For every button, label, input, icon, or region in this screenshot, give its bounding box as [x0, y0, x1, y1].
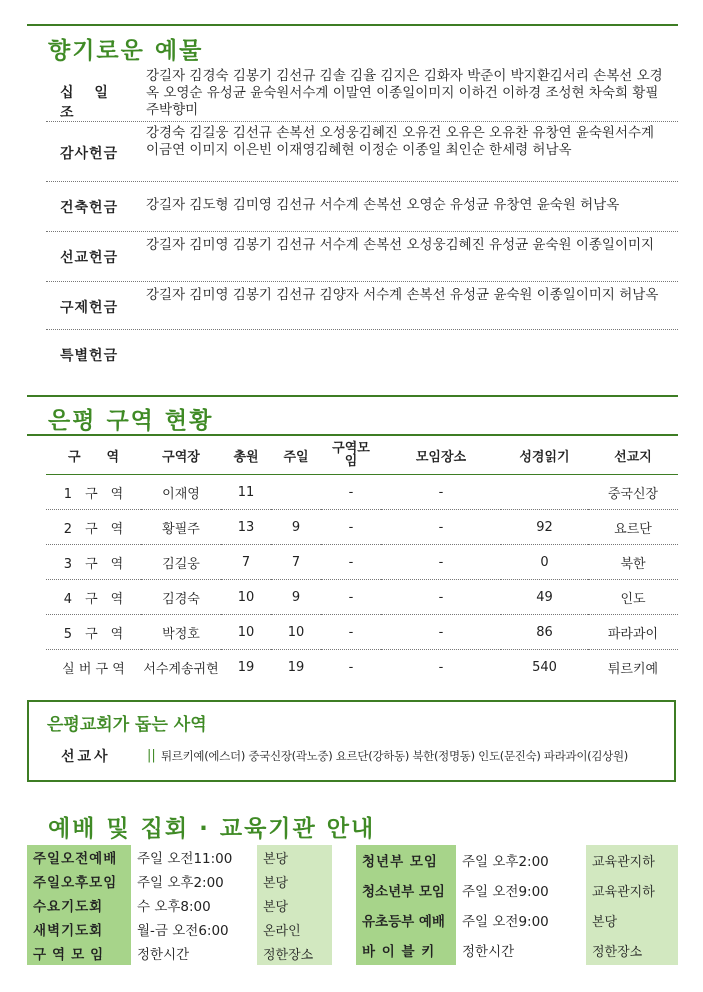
cell: 2 구 역 [46, 510, 141, 545]
cell: 5 구 역 [46, 615, 141, 650]
cell: 10 [221, 580, 271, 615]
mission-title: 은평교회가 돕는 사역 [47, 715, 207, 735]
cell: - [381, 580, 501, 615]
cell: 7 [271, 545, 321, 580]
cell: 4 구 역 [46, 580, 141, 615]
service-time: 월-금 오전6:00 [131, 917, 257, 941]
service-name: 수요기도회 [27, 893, 131, 917]
cell: 10 [221, 615, 271, 650]
service-place: 교육관지하 [586, 875, 678, 905]
service-place: 교육관지하 [586, 845, 678, 875]
service-time: 수 오후8:00 [131, 893, 257, 917]
schedule-row [356, 935, 678, 965]
cell: 9 [271, 510, 321, 545]
top-rule [27, 24, 678, 26]
cell: 86 [501, 615, 588, 650]
offering-row [46, 66, 678, 122]
cell: 3 구 역 [46, 545, 141, 580]
schedule-row [27, 941, 332, 965]
table-row [46, 580, 678, 615]
cell: 황필주 [141, 510, 221, 545]
cell: 요르단 [588, 510, 678, 545]
service-name: 주일오후모임 [27, 869, 131, 893]
service-time: 주일 오후2:00 [131, 869, 257, 893]
schedule-row [356, 845, 678, 875]
cell: - [321, 615, 381, 650]
service-name: 새벽기도회 [27, 917, 131, 941]
offering-names: 강경숙 김길웅 김선규 손복선 오성웅김혜진 오유건 오유은 오유찬 유창연 윤숙원서수계 이금연 이미지 이은빈 이재영김혜현 이정순 이종일 최인순 한세령 허남옥 [146, 125, 655, 158]
offering-label: 특별헌금 [60, 348, 119, 364]
schedule-row [27, 845, 332, 869]
offering-row [46, 231, 678, 282]
offering-row [46, 329, 678, 375]
cell: 10 [271, 615, 321, 650]
mission-box [27, 700, 676, 782]
schedule-row [356, 875, 678, 905]
cell: 9 [271, 580, 321, 615]
col-header: 구역장 [141, 436, 221, 475]
col-header: 성경읽기 [501, 436, 588, 475]
cell [501, 475, 588, 510]
offering-label: 건축헌금 [60, 200, 119, 216]
cell: 박정호 [141, 615, 221, 650]
schedule-right [356, 845, 678, 965]
cell: 19 [237, 659, 255, 675]
col-header: 선교지 [588, 436, 678, 475]
cell: 북한 [588, 545, 678, 580]
service-time: 주일 오전9:00 [456, 875, 586, 905]
service-place: 본당 [257, 845, 332, 869]
cell: - [321, 545, 381, 580]
district-header-row [46, 436, 678, 475]
cell: - [381, 615, 501, 650]
table-row [46, 650, 678, 685]
mission-text: 튀르키예(에스더) 중국신장(곽노중) 요르단(강하동) 북한(정명동) 인도(문진숙) 파라과이(김상원) [161, 749, 628, 763]
service-place: 정한장소 [586, 935, 678, 965]
cell: 중국신장 [588, 475, 678, 510]
service-time: 주일 오후2:00 [456, 845, 586, 875]
cell: 1 구 역 [46, 475, 141, 510]
service-time: 정한시간 [456, 935, 586, 965]
districts-title: 은평 구역 현황 [48, 408, 214, 434]
offering-row [46, 281, 678, 330]
service-name: 주일오전예배 [27, 845, 131, 869]
col-header: 모임장소 [381, 436, 501, 475]
cell: - [381, 510, 501, 545]
service-time: 정한시간 [131, 941, 257, 965]
offering-label: 구제헌금 [60, 300, 119, 316]
offering-names: 강길자 김경숙 김봉기 김선규 김솔 김율 김지은 김화자 박준이 박지환김서리 손복선 오경옥 오영순 유성균 윤숙원서수계 이말연 이종일이미지 이하건 이하경 조성현 차숙희 황필주박향미 [146, 68, 663, 118]
cell: 0 [501, 545, 588, 580]
service-place: 본당 [586, 905, 678, 935]
cell: 인도 [588, 580, 678, 615]
cell: 540 [532, 659, 557, 675]
cell: - [321, 580, 381, 615]
offering-row [46, 181, 678, 232]
schedule-row [356, 905, 678, 935]
table-row [46, 615, 678, 650]
cell: - [381, 475, 501, 510]
service-place: 본당 [257, 869, 332, 893]
service-name: 바 이 블 키 [356, 935, 456, 965]
offering-label: 선교헌금 [60, 250, 119, 266]
offering-label: 감사헌금 [60, 146, 119, 162]
col-header: 구 역 [46, 436, 141, 475]
cell: - [348, 659, 354, 675]
offering-row [46, 121, 678, 182]
cell: 김길웅 [141, 545, 221, 580]
cell: 김경숙 [141, 580, 221, 615]
cell: - [321, 475, 381, 510]
district-table [46, 436, 678, 684]
service-name: 청년부 모임 [356, 845, 456, 875]
cell: 7 [221, 545, 271, 580]
cell: - [438, 659, 444, 675]
table-row [46, 475, 678, 510]
offering-names: 강길자 김도형 김미영 김선규 서수계 손복선 오영순 유성균 유창연 윤숙원 허남옥 [146, 197, 620, 213]
schedule-row [27, 893, 332, 917]
cell: 튀르키예 [607, 661, 659, 677]
cell: 이재영 [141, 475, 221, 510]
cell: 실 버 구 역 [62, 661, 125, 677]
col-header: 주일 [271, 436, 321, 475]
service-place: 온라인 [257, 917, 332, 941]
district-rule-top [27, 395, 678, 397]
mission-separator: || [147, 748, 156, 763]
cell [271, 475, 321, 510]
schedule-left [27, 845, 332, 965]
col-header: 총원 [221, 436, 271, 475]
service-time: 주일 오전9:00 [456, 905, 586, 935]
cell: - [321, 510, 381, 545]
cell: - [381, 545, 501, 580]
cell: 파라과이 [588, 615, 678, 650]
cell: 19 [287, 659, 305, 675]
col-header: 구역모임 [321, 436, 381, 475]
schedule-row [27, 869, 332, 893]
service-name: 청소년부 모임 [356, 875, 456, 905]
offering-label: 십 일 조 [60, 85, 116, 121]
offering-names: 강길자 김미영 김봉기 김선규 김양자 서수계 손복선 유성균 윤숙원 이종일이미지 허남옥 [146, 287, 659, 303]
cell: 서수계송귀현 [143, 661, 219, 677]
schedule-row [27, 917, 332, 941]
cell: 13 [221, 510, 271, 545]
offerings-title: 향기로운 예물 [48, 38, 204, 64]
service-name: 유초등부 예배 [356, 905, 456, 935]
mission-label: 선교사 [61, 749, 111, 765]
cell: 49 [501, 580, 588, 615]
cell: 92 [501, 510, 588, 545]
table-row [46, 545, 678, 580]
service-place: 본당 [257, 893, 332, 917]
service-place: 정한장소 [257, 941, 332, 965]
offering-names: 강길자 김미영 김봉기 김선규 서수계 손복선 오성웅김혜진 유성균 윤숙원 이종일이미지 [146, 237, 655, 253]
service-name: 구역모임 [27, 941, 131, 965]
table-row [46, 510, 678, 545]
service-time: 주일 오전11:00 [131, 845, 257, 869]
schedule-title: 예배 및 집회 · 교육기관 안내 [48, 816, 376, 842]
cell: 11 [221, 475, 271, 510]
